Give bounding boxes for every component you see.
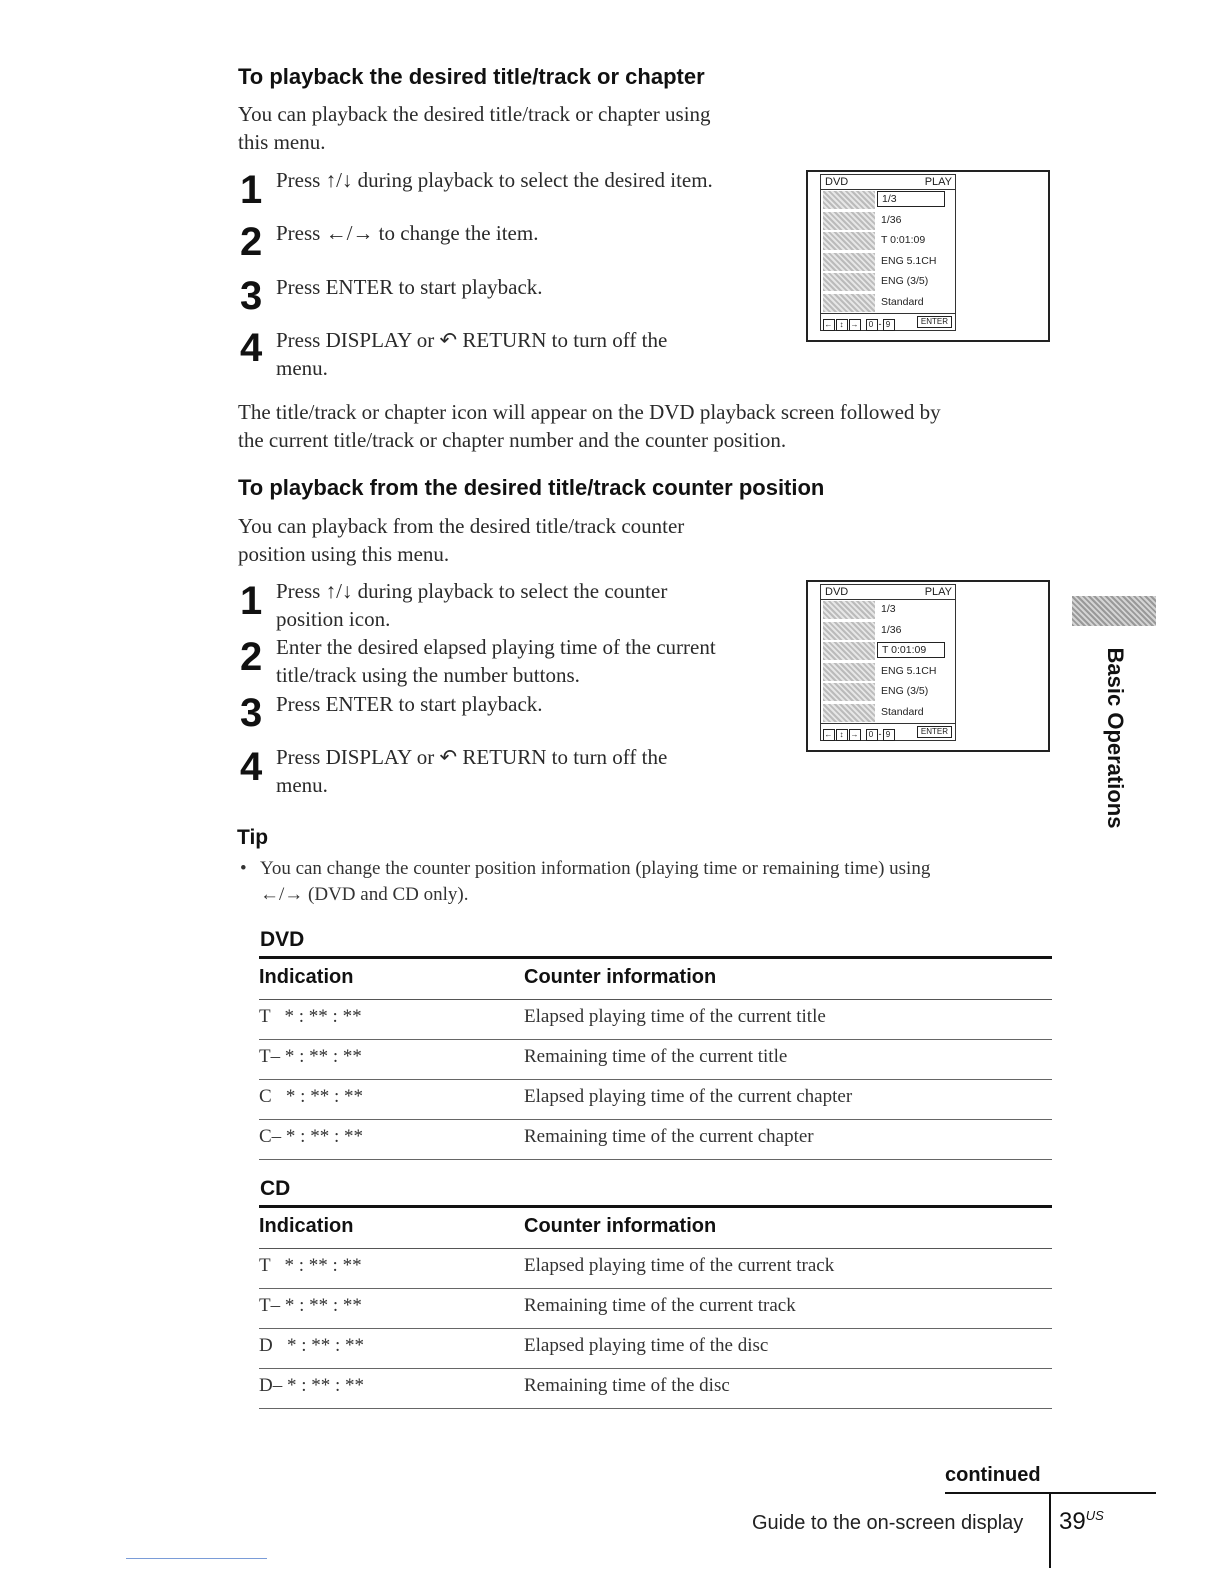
section1-intro: You can playback the desired title/track or chapter using this menu. <box>238 102 711 154</box>
side-tab-label: Basic Operations <box>1103 647 1128 829</box>
footer-section-title: Guide to the on-screen display <box>752 1512 1024 1534</box>
osd-arrow-keys-icon: ← ↕ → 0 - 9 <box>823 316 896 332</box>
footer-divider <box>1049 1494 1051 1568</box>
osd-panel <box>820 174 956 331</box>
osd-row-audio: ENG 5.1CH <box>821 252 955 273</box>
column-header-indication: Indication <box>259 966 354 988</box>
osd-row-title: 1/3 <box>821 600 955 621</box>
step-text: Enter the desired elapsed playing time of the current <box>276 635 716 659</box>
subtitle-icon <box>823 273 875 291</box>
dvd-counter-table <box>259 956 1052 1160</box>
column-header-indication: Indication <box>259 1215 354 1237</box>
dvd-table-title: DVD <box>260 928 305 951</box>
table-row: C * : ** : ** Elapsed playing time of the current chapter <box>259 1080 1052 1120</box>
step-text: Press ENTER to start playback. <box>276 275 543 299</box>
table-header <box>259 956 1052 1000</box>
time-icon <box>823 642 875 660</box>
cd-table-title: CD <box>260 1177 291 1200</box>
step-text: Press ENTER to start playback. <box>276 692 543 716</box>
table-row: T * : ** : ** Elapsed playing time of the current track <box>259 1249 1052 1289</box>
step-text-cont: menu. <box>276 356 328 380</box>
osd-status-label: PLAY <box>924 586 952 598</box>
section-tab-marker <box>1072 596 1156 626</box>
osd-row-chapter: 1/36 <box>821 621 955 642</box>
osd-status-label: PLAY <box>924 176 952 188</box>
angle-icon <box>823 294 875 312</box>
tip-bullet: • <box>240 858 247 879</box>
osd-source-label: DVD <box>825 176 849 188</box>
osd-row-angle: Standard <box>821 293 955 314</box>
step-number: 2 <box>240 635 263 679</box>
section2-intro: You can playback from the desired title/track counter position using this menu. <box>238 514 685 566</box>
section2-heading: To playback from the desired title/track counter position <box>238 475 825 500</box>
angle-icon <box>823 704 875 722</box>
step-number: 3 <box>240 274 263 318</box>
step-number: 1 <box>240 579 263 623</box>
table-row: T * : ** : ** Elapsed playing time of the current title <box>259 1000 1052 1040</box>
osd-source-label: DVD <box>825 586 849 598</box>
step-text: Press DISPLAY or ↶ RETURN to turn off the <box>276 745 668 769</box>
subtitle-icon <box>823 683 875 701</box>
osd-row-angle: Standard <box>821 703 955 724</box>
osd-row-title: 1/3 <box>821 190 955 211</box>
column-header-counter: Counter information <box>524 1215 717 1237</box>
section1-note: The title/track or chapter icon will appear on the DVD playback screen followed by the current title/track or chapter number and the counter position. <box>238 400 941 452</box>
section1-heading: To playback the desired title/track or chapter <box>238 64 705 89</box>
time-icon <box>823 232 875 250</box>
step-number: 1 <box>240 168 263 212</box>
page-number: $39^{US}$ <box>1059 1508 1104 1535</box>
tip-text: You can change the counter position information (playing time or remaining time) using ←/→ (DVD and CD only). <box>260 858 931 905</box>
audio-icon <box>823 253 875 271</box>
table-row: D * : ** : ** Elapsed playing time of the disc <box>259 1329 1052 1369</box>
continued-label: continued <box>945 1464 1041 1486</box>
osd-menu-screen <box>806 580 1050 752</box>
table-row: C– * : ** : ** Remaining time of the current chapter <box>259 1120 1052 1160</box>
osd-row-chapter: 1/36 <box>821 211 955 232</box>
osd-row-time: T 0:01:09 <box>821 231 955 252</box>
step-text: Press DISPLAY or ↶ RETURN to turn off the <box>276 328 668 352</box>
osd-row-subtitle: ENG (3/5) <box>821 272 955 293</box>
chapter-icon <box>823 212 875 230</box>
osd-row-audio: ENG 5.1CH <box>821 662 955 683</box>
step-text: Press ↑/↓ during playback to select the counter <box>276 579 668 603</box>
step-number: 2 <box>240 220 263 264</box>
osd-menu-screen <box>806 170 1050 342</box>
step-text-cont: menu. <box>276 773 328 797</box>
osd-enter-key: ENTER <box>917 726 952 738</box>
osd-panel <box>820 584 956 741</box>
bottom-rule <box>126 1558 267 1559</box>
column-header-counter: Counter information <box>524 966 717 988</box>
osd-arrow-keys-icon: ← ↕ → 0 - 9 <box>823 726 896 742</box>
step-text-cont: position icon. <box>276 607 391 631</box>
table-row: T– * : ** : ** Remaining time of the current title <box>259 1040 1052 1080</box>
step-number: 3 <box>240 691 263 735</box>
osd-row-subtitle: ENG (3/5) <box>821 682 955 703</box>
step-number: 4 <box>240 326 263 370</box>
step-text: Press ↑/↓ during playback to select the desired item. <box>276 168 713 192</box>
osd-row-time: T 0:01:09 <box>821 641 955 662</box>
step-text: Press ←/→ to change the item. <box>276 221 539 245</box>
osd-enter-key: ENTER <box>917 316 952 328</box>
step-text-cont: title/track using the number buttons. <box>276 663 580 687</box>
chapter-icon <box>823 622 875 640</box>
table-row: T– * : ** : ** Remaining time of the current track <box>259 1289 1052 1329</box>
tip-label: Tip <box>237 826 269 849</box>
title-icon <box>823 601 875 619</box>
cd-counter-table <box>259 1205 1052 1409</box>
step-number: 4 <box>240 745 263 789</box>
table-row: D– * : ** : ** Remaining time of the disc <box>259 1369 1052 1409</box>
table-header <box>259 1205 1052 1249</box>
audio-icon <box>823 663 875 681</box>
title-icon <box>823 191 875 209</box>
